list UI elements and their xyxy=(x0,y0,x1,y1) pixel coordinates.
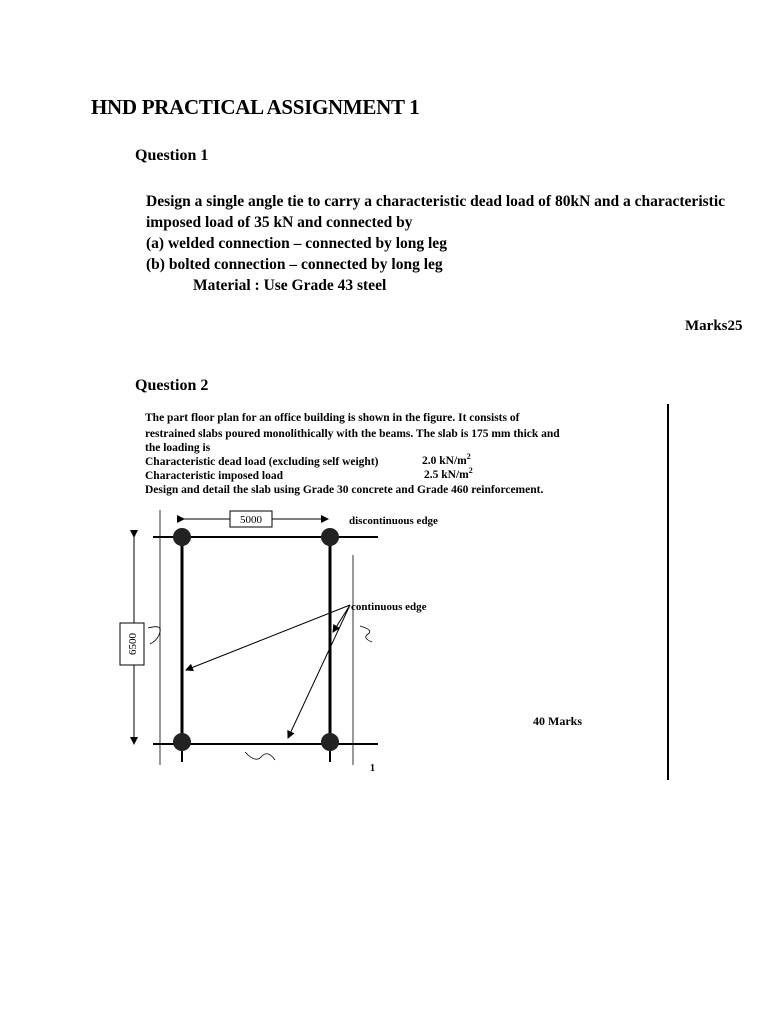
dead-load-label: Characteristic dead load (excluding self weight) xyxy=(145,456,379,468)
column-bottom-right xyxy=(321,733,339,751)
question1-heading: Question 1 xyxy=(135,147,209,164)
imposed-load-label: Characteristic imposed load xyxy=(145,470,283,482)
break-symbol-right xyxy=(360,626,372,642)
page-title: HND PRACTICAL ASSIGNMENT 1 xyxy=(91,95,420,119)
break-symbol-left xyxy=(148,627,160,644)
question2-design-line: Design and detail the slab using Grade 30 concrete and Grade 460 reinforcement. xyxy=(145,484,544,496)
question2-marks: 40 Marks xyxy=(533,714,582,728)
question2-intro-1: The part floor plan for an office building is shown in the figure. It consists of xyxy=(145,412,520,424)
question1-line-4: (b) bolted connection – connected by long leg xyxy=(146,256,443,273)
height-dimension-text: 6500 xyxy=(127,633,139,655)
imposed-load-value: 2.5 $kN/m^2$ xyxy=(424,466,473,481)
width-dimension-text: 5000 xyxy=(240,514,262,526)
figure-small-label: 1 xyxy=(370,763,375,774)
question2-heading: Question 2 xyxy=(135,377,209,394)
question2-intro-2: restrained slabs poured monolithically with the beams. The slab is 175 mm thick and xyxy=(145,428,560,440)
question1-line-3: (a) welded connection – connected by long leg xyxy=(146,235,447,252)
question1-material: Material : Use Grade 43 steel xyxy=(193,277,387,294)
continuous-arrow-bottom xyxy=(288,605,350,738)
column-top-right xyxy=(321,528,339,546)
continuous-arrow-right xyxy=(333,605,350,632)
continuous-arrow-left xyxy=(186,605,350,670)
question1-line-1: Design a single angle tie to carry a characteristic dead load of 80kN and a characteristic xyxy=(146,193,726,210)
discontinuous-edge-label: discontinuous edge xyxy=(349,515,438,527)
break-symbol-bottom xyxy=(245,752,275,760)
column-bottom-left xyxy=(173,733,191,751)
question1-line-2: imposed load of 35 kN and connected by xyxy=(146,214,413,231)
column-top-left xyxy=(173,528,191,546)
dead-load-value: 2.0 $kN/m^2$ xyxy=(422,452,471,467)
question1-marks: Marks25 xyxy=(685,318,743,334)
continuous-edge-label: continuous edge xyxy=(351,601,427,613)
question2-intro-3: the loading is xyxy=(145,442,211,454)
